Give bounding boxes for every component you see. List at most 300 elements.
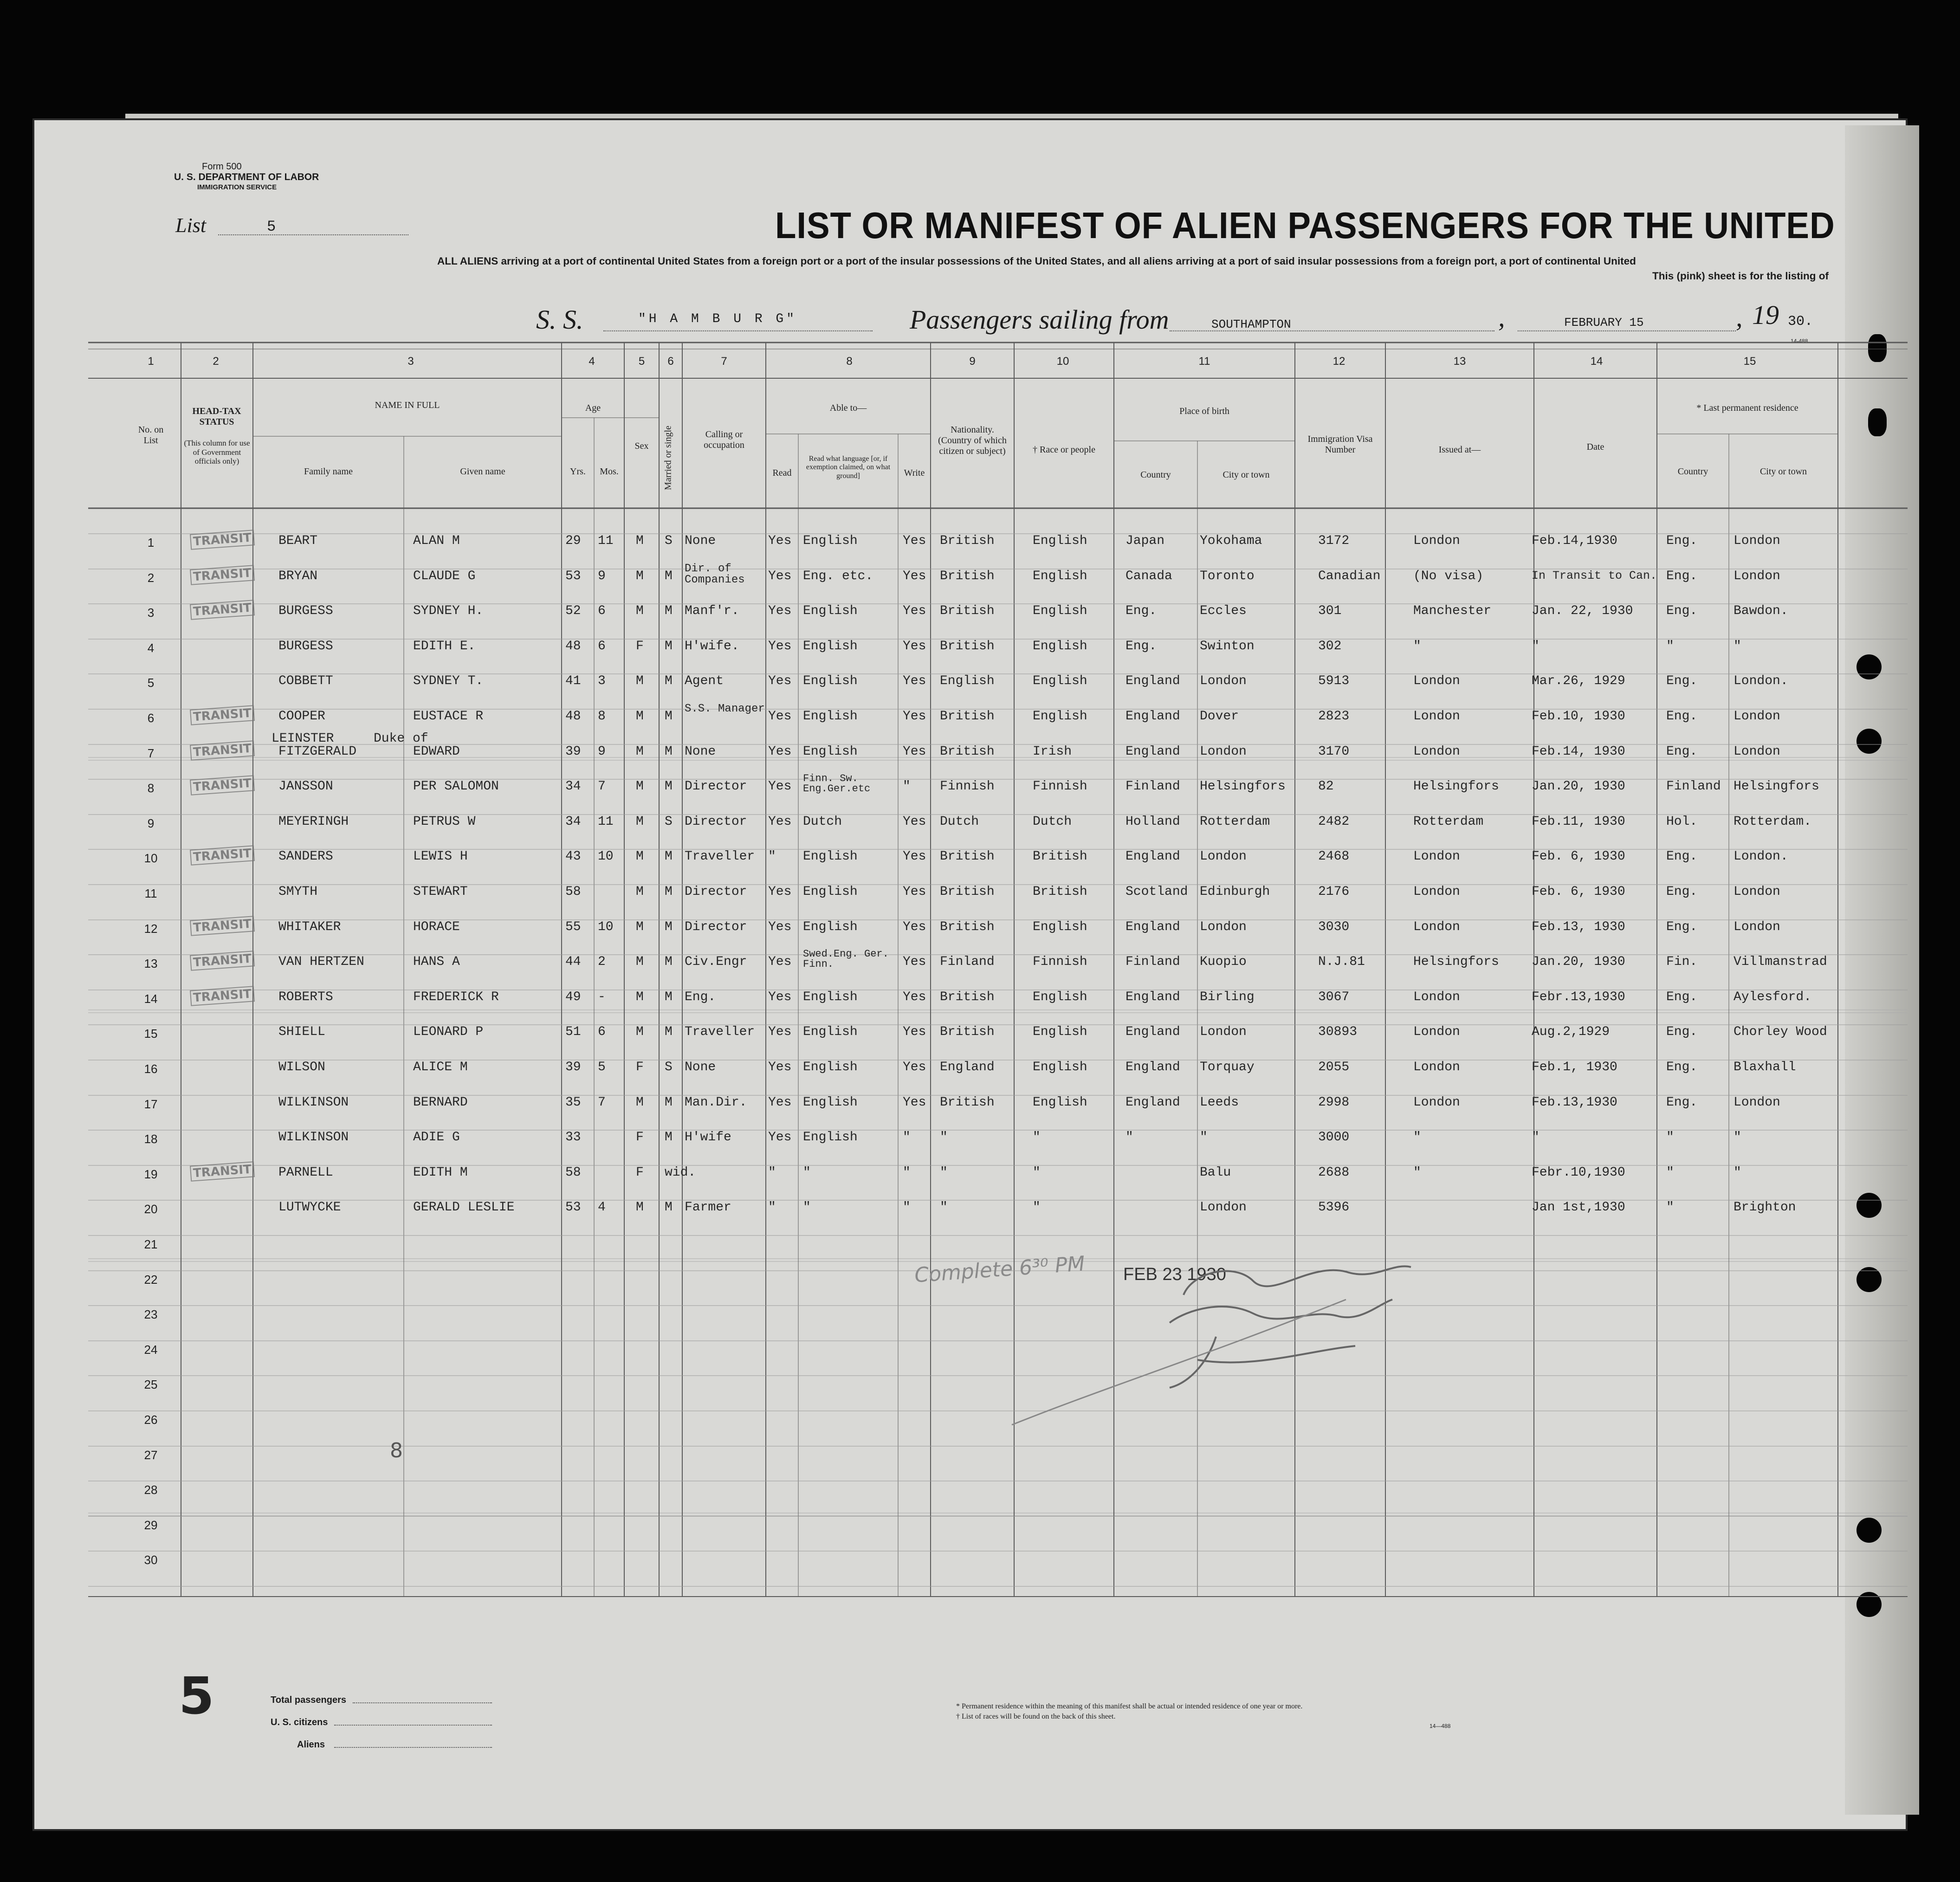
write-cell: Yes — [903, 815, 926, 829]
family-name-cell: COBBETT — [278, 674, 333, 688]
row-number: 11 — [144, 886, 157, 900]
year-suffix: 30. — [1788, 314, 1813, 330]
row-number: 15 — [144, 1027, 158, 1041]
issued-at-cell: London — [1413, 1060, 1460, 1074]
sex-cell: M — [636, 955, 644, 969]
read-cell: Yes — [768, 674, 792, 688]
sex-cell: F — [636, 639, 644, 653]
footnote-residence: * Permanent residence within the meaning of this manifest shall be actual or intended residence of one year or more. — [956, 1702, 1303, 1710]
age-years-cell: 34 — [565, 815, 581, 829]
sex-cell: M — [636, 1025, 644, 1039]
issued-at-cell: Manchester — [1413, 604, 1492, 618]
visa-number-cell: Canadian — [1318, 569, 1381, 583]
birth-city-cell: Rotterdam — [1200, 815, 1270, 829]
row-number: 3 — [147, 606, 155, 620]
age-years-cell: 53 — [565, 1200, 581, 1215]
read-cell: Yes — [768, 569, 792, 583]
birth-city-cell: Dover — [1200, 709, 1239, 724]
birth-city-cell: " — [1200, 1130, 1208, 1145]
family-name-cell: WHITAKER — [278, 920, 341, 934]
row-number: 7 — [147, 746, 155, 760]
age-years-cell: 58 — [565, 1165, 581, 1180]
residence-country-cell: Eng. — [1666, 709, 1698, 724]
residence-city-cell: London — [1734, 1095, 1780, 1110]
residence-country-cell: Eng. — [1666, 604, 1698, 618]
residence-city-cell: London — [1734, 744, 1780, 759]
total-passengers-line — [353, 1702, 492, 1703]
age-years-cell: 34 — [565, 779, 581, 794]
marital-status-cell: M — [665, 1200, 673, 1215]
residence-city-cell: London — [1734, 569, 1780, 583]
row-number: 20 — [144, 1202, 158, 1216]
issued-at-cell: London — [1413, 990, 1460, 1004]
family-name-cell: WILSON — [278, 1060, 325, 1074]
issued-at-cell: London — [1413, 674, 1460, 688]
read-language-cell: English — [803, 744, 858, 759]
occupation-cell: Civ.Engr — [685, 955, 747, 969]
issued-at-cell: London — [1413, 1025, 1460, 1039]
birth-country-cell: Finland — [1126, 955, 1180, 969]
write-cell: Yes — [903, 534, 926, 548]
visa-number-cell: 302 — [1318, 639, 1342, 653]
visa-date-cell: Feb.14,1930 — [1532, 534, 1617, 548]
visa-date-cell: Jan. 22, 1930 — [1532, 604, 1633, 618]
row-number: 27 — [144, 1448, 158, 1462]
sex-cell: F — [636, 1060, 644, 1074]
sex-cell: M — [636, 885, 644, 899]
visa-date-cell: Febr.13,1930 — [1532, 990, 1625, 1004]
birth-country-cell: " — [1126, 1130, 1133, 1145]
row-number: 8 — [147, 781, 155, 795]
col-number: 7 — [721, 355, 727, 368]
read-cell: Yes — [768, 1130, 792, 1145]
race-cell: British — [1033, 849, 1087, 864]
birth-city-cell: London — [1200, 849, 1247, 864]
marital-status-cell: wid. — [665, 1165, 696, 1180]
read-language-cell: English — [803, 709, 858, 724]
write-cell: Yes — [903, 674, 926, 688]
age-months-cell: 11 — [598, 815, 614, 829]
residence-country-cell: " — [1666, 1200, 1674, 1215]
form-code: 14-488 — [1791, 338, 1808, 344]
header-family-name: Family name — [304, 466, 353, 477]
header-yrs: Yrs. — [570, 466, 586, 477]
birth-country-cell: England — [1126, 920, 1180, 934]
sex-cell: F — [636, 1130, 644, 1145]
sex-cell: M — [636, 849, 644, 864]
write-cell: Yes — [903, 639, 926, 653]
header-read-language: Read what language [or, if exemption claimed, on what ground] — [806, 455, 891, 480]
header-head-tax: HEAD-TAX STATUS — [192, 406, 241, 427]
age-months-cell: 9 — [598, 744, 606, 759]
date-stamp: FEB 23 1930 — [1123, 1265, 1226, 1284]
row-number: 19 — [144, 1167, 158, 1181]
visa-number-cell: 3000 — [1318, 1130, 1350, 1145]
nationality-cell: British — [940, 534, 995, 548]
visa-date-cell: Feb.13, 1930 — [1532, 920, 1625, 934]
age-years-cell: 39 — [565, 1060, 581, 1074]
visa-number-cell: 3172 — [1318, 534, 1350, 548]
header-mos: Mos. — [600, 466, 619, 477]
head-tax-stamp: TRANSIT — [190, 565, 255, 585]
marital-status-cell: S — [665, 815, 673, 829]
birth-city-cell: London — [1200, 1200, 1247, 1215]
occupation-cell: None — [685, 744, 716, 759]
race-cell: English — [1033, 1060, 1087, 1074]
header-race: † Race or people — [1033, 445, 1095, 455]
marital-status-cell: M — [665, 990, 673, 1004]
row-number: 23 — [144, 1307, 158, 1321]
read-language-cell: English — [803, 674, 858, 688]
given-name-cell: ALAN M — [413, 534, 460, 548]
head-tax-stamp: TRANSIT — [190, 1161, 255, 1182]
col-number: 15 — [1743, 355, 1756, 368]
age-months-cell: 4 — [598, 1200, 606, 1215]
read-language-cell: " — [803, 1200, 811, 1215]
birth-city-cell: London — [1200, 1025, 1247, 1039]
row-number: 16 — [144, 1062, 158, 1076]
read-language-cell: English — [803, 885, 858, 899]
birth-city-cell: Leeds — [1200, 1095, 1239, 1110]
family-name-cell: WILKINSON — [278, 1095, 349, 1110]
race-cell: English — [1033, 709, 1087, 724]
residence-city-cell: London — [1734, 920, 1780, 934]
comma-separator: , — [1498, 302, 1505, 332]
residence-country-cell: Eng. — [1666, 849, 1698, 864]
read-cell: Yes — [768, 920, 792, 934]
nationality-cell: British — [940, 990, 995, 1004]
issued-at-cell: London — [1413, 744, 1460, 759]
given-name-cell: EDITH M — [413, 1165, 468, 1180]
nationality-cell: British — [940, 920, 995, 934]
head-tax-stamp: TRANSIT — [190, 951, 255, 971]
sex-cell: M — [636, 1095, 644, 1110]
write-cell: Yes — [903, 604, 926, 618]
row-number: 24 — [144, 1343, 158, 1357]
marital-status-cell: M — [665, 1095, 673, 1110]
birth-city-cell: Yokohama — [1200, 534, 1262, 548]
header-given-name: Given name — [460, 466, 505, 477]
family-name-cell: SMYTH — [278, 885, 318, 899]
age-months-cell: 7 — [598, 779, 606, 794]
row-number: 12 — [144, 922, 158, 936]
family-name-cell: JANSSON — [278, 779, 333, 794]
visa-date-cell: Mar.26, 1929 — [1532, 674, 1625, 688]
col-number: 5 — [638, 355, 645, 368]
residence-country-cell: " — [1666, 1165, 1674, 1180]
col-number: 12 — [1333, 355, 1345, 368]
page-mark: 8 — [390, 1439, 403, 1462]
read-cell: Yes — [768, 885, 792, 899]
write-cell: Yes — [903, 885, 926, 899]
birth-country-cell: England — [1126, 744, 1180, 759]
issued-at-cell: Rotterdam — [1413, 815, 1484, 829]
nationality-cell: British — [940, 849, 995, 864]
marital-status-cell: M — [665, 1130, 673, 1145]
race-cell: English — [1033, 1095, 1087, 1110]
race-cell: Finnish — [1033, 955, 1087, 969]
birth-city-cell: Eccles — [1200, 604, 1247, 618]
header-age: Age — [585, 403, 601, 413]
given-name-cell: EDITH E. — [413, 639, 476, 653]
given-name-note: Duke of — [374, 731, 428, 746]
visa-number-cell: 5396 — [1318, 1200, 1350, 1215]
nationality-cell: " — [940, 1200, 948, 1215]
total-passengers-label: Total passengers — [271, 1695, 347, 1705]
race-cell: Irish — [1033, 744, 1072, 759]
header-res-city: City or town — [1759, 466, 1807, 477]
nationality-cell: British — [940, 744, 995, 759]
write-cell: Yes — [903, 744, 926, 759]
page-title: LIST OR MANIFEST OF ALIEN PASSENGERS FOR THE UNITED — [775, 205, 1835, 246]
marital-status-cell: M — [665, 744, 673, 759]
read-language-cell: English — [803, 1025, 858, 1039]
family-name-cell: PARNELL — [278, 1165, 333, 1180]
residence-country-cell: Eng. — [1666, 744, 1698, 759]
row-number: 13 — [144, 957, 158, 970]
residence-country-cell: " — [1666, 1130, 1674, 1145]
family-name-cell: SHIELL — [278, 1025, 325, 1039]
row-number: 22 — [144, 1273, 158, 1287]
residence-city-cell: London. — [1734, 674, 1788, 688]
sailing-date: FEBRUARY 15 — [1564, 316, 1644, 330]
birth-city-cell: Torquay — [1200, 1060, 1255, 1074]
read-language-cell: English — [803, 604, 858, 618]
list-label: List — [175, 214, 207, 237]
issued-at-cell: London — [1413, 534, 1460, 548]
residence-country-cell: Finland — [1666, 779, 1721, 794]
header-res-country: Country — [1677, 466, 1708, 477]
col-number: 4 — [589, 355, 595, 368]
birth-country-cell: Japan — [1126, 534, 1165, 548]
race-cell: English — [1033, 604, 1087, 618]
given-name-cell: GERALD LESLIE — [413, 1200, 515, 1215]
birth-country-cell: Eng. — [1126, 604, 1157, 618]
family-name-cell: ROBERTS — [278, 990, 333, 1004]
given-name-cell: PETRUS W — [413, 815, 476, 829]
birth-city-cell: Kuopio — [1200, 955, 1247, 969]
col-number: 6 — [667, 355, 674, 368]
age-years-cell: 49 — [565, 990, 581, 1004]
read-cell: " — [768, 849, 776, 864]
residence-country-cell: Hol. — [1666, 815, 1698, 829]
aliens-line — [334, 1747, 492, 1748]
read-cell: Yes — [768, 1025, 792, 1039]
header-issued-at: Issued at— — [1438, 445, 1481, 455]
row-number: 1 — [147, 536, 155, 550]
issued-at-cell: Helsingfors — [1413, 955, 1499, 969]
head-tax-stamp: TRANSIT — [190, 600, 255, 620]
read-cell: Yes — [768, 604, 792, 618]
head-tax-stamp: TRANSIT — [190, 705, 255, 725]
write-cell: Yes — [903, 569, 926, 583]
occupation-cell: Eng. — [685, 990, 716, 1004]
age-months-cell: 10 — [598, 920, 614, 934]
year-prefix: 19 — [1752, 300, 1779, 330]
birth-city-cell: London — [1200, 920, 1247, 934]
given-name-cell: BERNARD — [413, 1095, 468, 1110]
row-number: 10 — [144, 851, 158, 865]
header-name-in-full: NAME IN FULL — [375, 400, 440, 410]
visa-date-cell: Jan.20, 1930 — [1532, 779, 1625, 794]
birth-city-cell: Birling — [1200, 990, 1255, 1004]
ship-name: "H A M B U R G" — [638, 312, 797, 326]
form-subtitle-2: This (pink) sheet is for the listing of — [1652, 270, 1829, 282]
head-tax-stamp: TRANSIT — [190, 986, 255, 1006]
row-number: 17 — [144, 1097, 158, 1111]
write-cell: " — [903, 1130, 911, 1145]
read-cell: Yes — [768, 779, 792, 794]
race-cell: English — [1033, 674, 1087, 688]
sex-cell: M — [636, 534, 644, 548]
residence-city-cell: Bawdon. — [1734, 604, 1788, 618]
visa-number-cell: 82 — [1318, 779, 1334, 794]
header-calling: Calling or occupation — [704, 429, 744, 450]
row-number: 25 — [144, 1378, 158, 1391]
row-number: 6 — [147, 711, 155, 725]
nationality-cell: British — [940, 569, 995, 583]
row-number: 5 — [147, 676, 155, 690]
residence-city-cell: Aylesford. — [1734, 990, 1812, 1004]
given-name-cell: HANS A — [413, 955, 460, 969]
col-number: 13 — [1453, 355, 1466, 368]
read-language-cell: English — [803, 1095, 858, 1110]
nationality-cell: England — [940, 1060, 995, 1074]
residence-city-cell: Brighton — [1734, 1200, 1796, 1215]
age-years-cell: 43 — [565, 849, 581, 864]
marital-status-cell: M — [665, 709, 673, 724]
issued-at-cell: London — [1413, 1095, 1460, 1110]
residence-country-cell: Eng. — [1666, 885, 1698, 899]
birth-city-cell: Helsingfors — [1200, 779, 1286, 794]
nationality-cell: Dutch — [940, 815, 979, 829]
birth-city-cell: London — [1200, 744, 1247, 759]
nationality-cell: British — [940, 1025, 995, 1039]
corner-mark: 5 — [179, 1666, 214, 1726]
header-birth-city: City or town — [1223, 470, 1270, 480]
header-date: Date — [1586, 442, 1604, 452]
sex-cell: M — [636, 744, 644, 759]
header-read: Read — [772, 468, 792, 478]
col-number: 3 — [408, 355, 414, 368]
age-months-cell: 6 — [598, 604, 606, 618]
age-years-cell: 35 — [565, 1095, 581, 1110]
department-name: U. S. DEPARTMENT OF LABOR — [174, 172, 319, 182]
visa-number-cell: 3030 — [1318, 920, 1350, 934]
visa-number-cell: N.J.81 — [1318, 955, 1365, 969]
nationality-cell: British — [940, 885, 995, 899]
visa-date-cell: Feb.10, 1930 — [1532, 709, 1625, 724]
residence-country-cell: Eng. — [1666, 1060, 1698, 1074]
us-citizens-line — [334, 1725, 492, 1726]
residence-country-cell: Fin. — [1666, 955, 1698, 969]
sex-cell: M — [636, 920, 644, 934]
birth-city-cell: Toronto — [1200, 569, 1255, 583]
col-number: 1 — [148, 355, 154, 368]
nationality-cell: Finnish — [940, 779, 995, 794]
write-cell: Yes — [903, 1025, 926, 1039]
head-tax-stamp: TRANSIT — [190, 775, 255, 795]
residence-country-cell: " — [1666, 639, 1674, 653]
residence-city-cell: " — [1734, 1165, 1741, 1180]
sex-cell: M — [636, 569, 644, 583]
residence-city-cell: " — [1734, 1130, 1741, 1145]
race-cell: Dutch — [1033, 815, 1072, 829]
sex-cell: M — [636, 1200, 644, 1215]
age-months-cell: - — [598, 990, 606, 1004]
write-cell: Yes — [903, 1095, 926, 1110]
visa-number-cell: 2468 — [1318, 849, 1350, 864]
visa-number-cell: 2055 — [1318, 1060, 1350, 1074]
nationality-cell: British — [940, 604, 995, 618]
family-name-cell: FITZGERALD — [278, 744, 357, 759]
residence-country-cell: Eng. — [1666, 1095, 1698, 1110]
race-cell: English — [1033, 639, 1087, 653]
sailing-label: Passengers sailing from — [910, 304, 1169, 335]
occupation-cell: None — [685, 1060, 716, 1074]
us-citizens-label: U. S. citizens — [271, 1717, 328, 1727]
issued-at-cell: Helsingfors — [1413, 779, 1499, 794]
row-number: 28 — [144, 1483, 158, 1497]
read-cell: Yes — [768, 990, 792, 1004]
marital-status-cell: S — [665, 534, 673, 548]
row-number: 18 — [144, 1132, 158, 1146]
form-number: Form 500 — [202, 162, 242, 172]
header-head-tax-note: (This column for use of Government officials only) — [184, 439, 250, 466]
marital-status-cell: M — [665, 849, 673, 864]
birth-country-cell: Holland — [1126, 815, 1180, 829]
comma-separator: , — [1736, 302, 1743, 332]
read-language-cell: Dutch — [803, 815, 842, 829]
race-cell: English — [1033, 990, 1087, 1004]
issued-at-cell: London — [1413, 885, 1460, 899]
birth-city-cell: Swinton — [1200, 639, 1255, 653]
read-language-cell: English — [803, 990, 858, 1004]
visa-date-cell: Feb.13,1930 — [1532, 1095, 1617, 1110]
marital-status-cell: M — [665, 639, 673, 653]
family-name-cell: BEART — [278, 534, 318, 548]
age-years-cell: 52 — [565, 604, 581, 618]
visa-date-cell: Feb.14, 1930 — [1532, 744, 1625, 759]
birth-country-cell: England — [1126, 849, 1180, 864]
birth-country-cell: Scotland — [1126, 885, 1188, 899]
sex-cell: F — [636, 1165, 644, 1180]
occupation-cell: None — [685, 534, 716, 548]
occupation-cell: Traveller — [685, 1025, 755, 1039]
visa-number-cell: 2176 — [1318, 885, 1350, 899]
sex-cell: M — [636, 815, 644, 829]
age-months-cell: 5 — [598, 1060, 606, 1074]
header-place-of-birth: Place of birth — [1179, 406, 1229, 416]
occupation-cell: H'wife. — [685, 639, 739, 653]
issued-at-cell: London — [1413, 709, 1460, 724]
age-years-cell: 58 — [565, 885, 581, 899]
age-months-cell: 9 — [598, 569, 606, 583]
visa-date-cell: Jan 1st,1930 — [1532, 1200, 1625, 1215]
issued-at-cell: London — [1413, 920, 1460, 934]
family-name-cell: LUTWYCKE — [278, 1200, 341, 1215]
visa-date-cell: In Transit to Can. — [1532, 569, 1657, 582]
bottom-code: 14—488 — [1430, 1723, 1451, 1729]
write-cell: Yes — [903, 955, 926, 969]
read-cell: Yes — [768, 534, 792, 548]
sex-cell: M — [636, 990, 644, 1004]
header-able-to: Able to— — [829, 403, 867, 413]
race-cell: English — [1033, 1025, 1087, 1039]
marital-status-cell: M — [665, 569, 673, 583]
birth-city-cell: Balu — [1200, 1165, 1231, 1180]
visa-number-cell: 2482 — [1318, 815, 1350, 829]
